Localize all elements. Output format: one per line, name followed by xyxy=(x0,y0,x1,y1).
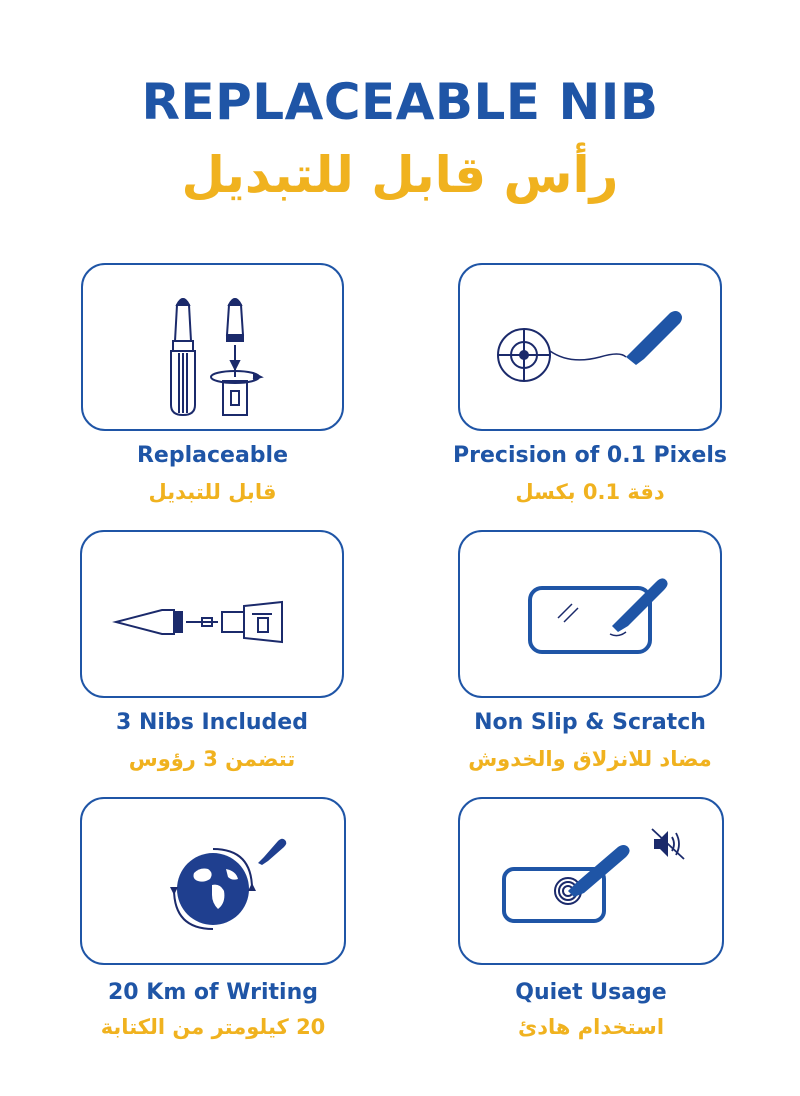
feature-box xyxy=(458,530,722,698)
feature-label-en: Non Slip & Scratch xyxy=(474,710,706,735)
globe-writing-icon xyxy=(82,799,348,967)
non-slip-tablet-pen-icon xyxy=(460,532,724,700)
feature-label-en: 3 Nibs Included xyxy=(116,710,308,735)
feature-label-en: 20 Km of Writing xyxy=(108,980,318,1005)
feature-box xyxy=(80,797,346,965)
feature-label-en: Replaceable xyxy=(136,443,288,468)
feature-label-ar: قابل للتبديل xyxy=(148,480,277,504)
nibs-included-icon xyxy=(82,532,346,700)
feature-label-ar: تتضمن 3 رؤوس xyxy=(128,747,296,771)
feature-label-ar: مضاد للانزلاق والخدوش xyxy=(468,747,712,771)
replaceable-nib-icon xyxy=(83,265,346,433)
quiet-mute-tablet-icon xyxy=(460,799,726,967)
feature-label-ar: دقة 0.1 بكسل xyxy=(515,480,665,504)
feature-label-ar: استخدام هادئ xyxy=(517,1015,665,1039)
feature-box xyxy=(458,263,722,431)
page-title-ar: رأس قابل للتبديل xyxy=(181,146,619,204)
feature-label-ar: 20 كيلومتر من الكتابة xyxy=(100,1015,326,1039)
precision-target-pen-icon xyxy=(460,265,724,433)
feature-box xyxy=(81,263,344,431)
feature-label-en: Precision of 0.1 Pixels xyxy=(453,443,727,468)
feature-box xyxy=(458,797,724,965)
feature-label-en: Quiet Usage xyxy=(515,980,667,1005)
page-title-en: REPLACEABLE NIB xyxy=(141,73,659,131)
feature-box xyxy=(80,530,344,698)
